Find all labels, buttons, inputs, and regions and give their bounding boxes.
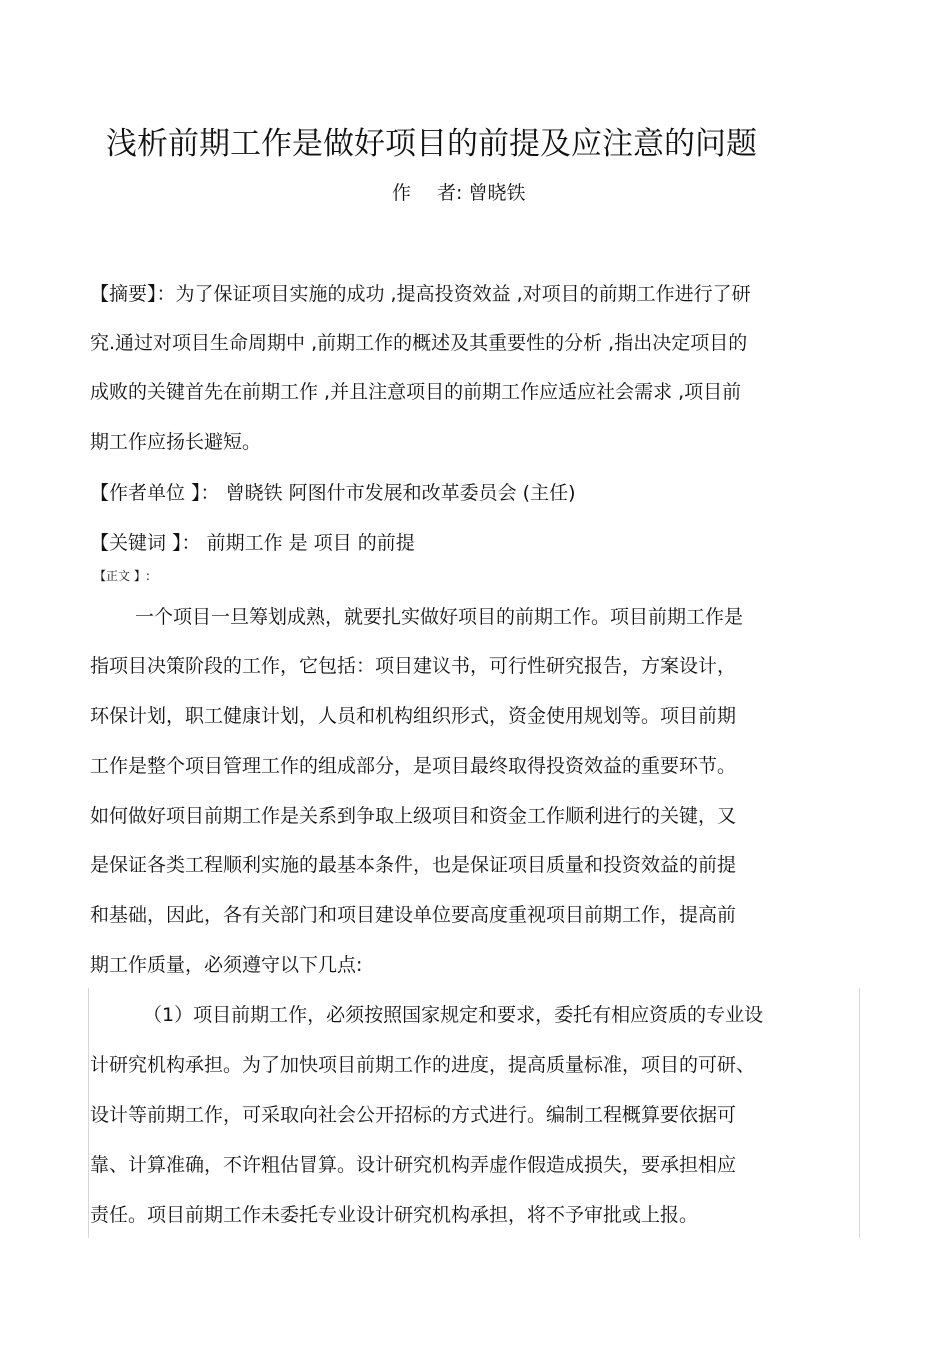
section-border-left [88,988,89,1238]
point-1-line: （1）项目前期工作，必须按照国家规定和要求，委托有相应资质的专业设 [143,1004,764,1026]
body-label: 【正文 】: [94,569,150,583]
document-title: 浅析前期工作是做好项目的前提及应注意的问题 [106,126,757,162]
point-1-line: 设计等前期工作，可采取向社会公开招标的方式进行。编制工程概算要依据可 [90,1104,737,1126]
body-line: 指项目决策阶段的工作，它包括：项目建议书，可行性研究报告，方案设计， [90,655,737,677]
body-line: 一个项目一旦筹划成熟，就要扎实做好项目的前期工作。项目前期工作是 [135,606,744,628]
body-line: 环保计划，职工健康计划，人员和机构组织形式，资金使用规划等。项目前期 [90,705,737,727]
body-line: 如何做好项目前期工作是关系到争取上级项目和资金工作顺利进行的关键，又 [90,805,737,827]
point-1-line: 靠、计算准确，不许粗估冒算。设计研究机构弄虚作假造成损失，要承担相应 [90,1154,737,1176]
author-unit: 【作者单位 】： 曾晓铁 阿图什市发展和改革委员会 (主任) [90,482,576,504]
section-border-right [859,988,860,1238]
keywords: 【关键词 】： 前期工作 是 项目 的前提 [90,532,415,554]
body-line: 工作是整个项目管理工作的组成部分，是项目最终取得投资效益的重要环节。 [90,755,737,777]
body-line: 是保证各类工程顺利实施的最基本条件，也是保证项目质量和投资效益的前提 [90,854,737,876]
body-line: 期工作质量，必须遵守以下几点: [90,954,363,976]
abstract-line: 究.通过对项目生命周期中 ,前期工作的概述及其重要性的分析 ,指出决定项目的 [90,332,748,354]
abstract-line: 期工作应扬长避短。 [90,431,262,453]
author-label-1: 作 [392,182,412,204]
author-label-2: 者: [437,182,463,204]
abstract-line: 成败的关键首先在前期工作 ,并且注意项目的前期工作应适应社会需求 ,项目前 [90,381,742,403]
abstract-line: 【摘要】：为了保证项目实施的成功 ,提高投资效益 ,对项目的前期工作进行了研 [90,283,751,305]
point-1-line: 责任。项目前期工作未委托专业设计研究机构承担，将不予审批或上报。 [90,1204,699,1226]
point-1-line: 计研究机构承担。为了加快项目前期工作的进度，提高质量标准，项目的可研、 [90,1054,756,1076]
body-line: 和基础，因此，各有关部门和项目建设单位要高度重视项目前期工作，提高前 [90,904,737,926]
author-line [392,178,525,208]
author-name: 曾晓铁 [468,182,526,204]
